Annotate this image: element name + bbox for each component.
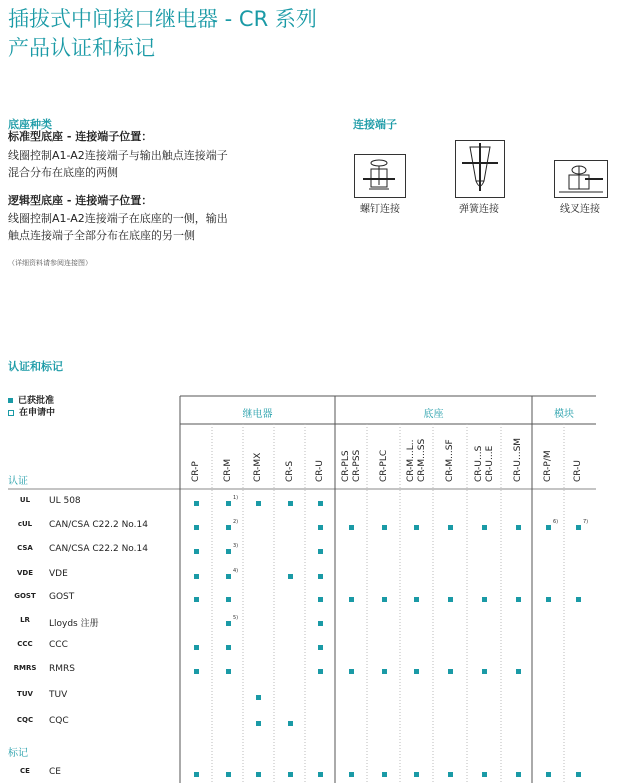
approved-cell xyxy=(226,525,231,530)
approved-cell xyxy=(256,695,261,700)
row-label: CQC xyxy=(49,716,69,726)
approved-cell xyxy=(546,597,551,602)
row-label: VDE xyxy=(49,569,68,579)
column-header: CR-U...S CR-U...E xyxy=(474,445,495,482)
cul-mark-icon: cUL xyxy=(17,520,33,528)
approved-cell xyxy=(516,597,521,602)
approved-cell xyxy=(349,597,354,602)
approved-cell xyxy=(288,772,293,777)
column-header: CR-S xyxy=(285,460,295,482)
approved-cell xyxy=(482,597,487,602)
approved-cell xyxy=(546,772,551,777)
screw-terminal-label: 螺钉连接 xyxy=(360,204,400,215)
column-header: CR-M xyxy=(223,458,233,482)
approved-cell xyxy=(382,669,387,674)
approved-cell xyxy=(576,525,581,530)
group-module: 模块 xyxy=(554,409,574,420)
approved-cell xyxy=(448,772,453,777)
approved-cell xyxy=(318,501,323,506)
approved-cell xyxy=(414,525,419,530)
standard-base-title: 标准型底座 - 连接端子位置： xyxy=(8,130,153,143)
column-header: CR-MX xyxy=(253,452,263,482)
connectors-heading: 连接端子 xyxy=(353,118,397,131)
approved-cell xyxy=(546,525,551,530)
approved-cell xyxy=(448,669,453,674)
approved-cell xyxy=(318,597,323,602)
row-label: CAN/CSA C22.2 No.14 xyxy=(49,520,148,530)
approved-cell xyxy=(194,525,199,530)
approved-cell xyxy=(318,645,323,650)
footnote-ref: 6) xyxy=(553,519,559,525)
approved-cell xyxy=(226,597,231,602)
row-label: Lloyds 注册 xyxy=(49,619,99,629)
column-header: CR-M...L.. CR-M...SS xyxy=(406,438,427,482)
row-label: CCC xyxy=(49,640,68,650)
approved-cell xyxy=(516,525,521,530)
csa-mark-icon: CSA xyxy=(17,544,33,552)
rmrs-mark-icon: RMRS xyxy=(13,664,37,672)
approved-cell xyxy=(576,772,581,777)
column-header: CR-P xyxy=(191,461,201,482)
lr-mark-icon: LR xyxy=(20,616,30,624)
row-label: UL 508 xyxy=(49,496,81,506)
approved-cell xyxy=(194,574,199,579)
approved-cell xyxy=(318,669,323,674)
approved-cell xyxy=(226,669,231,674)
approved-cell xyxy=(349,525,354,530)
approved-cell xyxy=(382,525,387,530)
column-header: CR-PLS CR-PSS xyxy=(341,449,362,482)
approved-cell xyxy=(318,549,323,554)
footnote-ref: 7) xyxy=(583,519,589,525)
approved-cell xyxy=(194,669,199,674)
approved-cell xyxy=(226,772,231,777)
spring-terminal-label: 弹簧连接 xyxy=(459,204,499,215)
approved-cell xyxy=(482,772,487,777)
approved-cell xyxy=(482,669,487,674)
approved-cell xyxy=(448,525,453,530)
column-header: CR-P/M xyxy=(543,450,553,482)
approved-cell xyxy=(482,525,487,530)
approved-cell xyxy=(256,501,261,506)
section-cert: 认证 xyxy=(8,476,28,487)
page-title: 插拔式中间接口继电器 - CR 系列 xyxy=(8,7,317,31)
approved-cell xyxy=(448,597,453,602)
base-types-heading: 底座种类 xyxy=(8,118,52,131)
row-label: CE xyxy=(49,767,61,777)
approved-cell xyxy=(318,574,323,579)
approved-cell xyxy=(318,621,323,626)
approved-cell xyxy=(349,669,354,674)
footnote-ref: 3) xyxy=(233,543,239,549)
approved-cell xyxy=(226,549,231,554)
approved-cell xyxy=(516,772,521,777)
approved-cell xyxy=(226,501,231,506)
approved-cell xyxy=(576,597,581,602)
standard-base-line2: 混合分布在底座的两侧 xyxy=(8,166,118,179)
column-header: CR-U xyxy=(573,459,583,482)
row-label: GOST xyxy=(49,592,75,602)
tuv-mark-icon: TUV xyxy=(17,690,33,698)
column-header: CR-U...SM xyxy=(513,437,523,482)
approved-cell xyxy=(194,597,199,602)
logic-base-line2: 触点连接端子全部分布在底座的另一侧 xyxy=(8,229,195,242)
approved-cell xyxy=(414,772,419,777)
footnote-ref: 5) xyxy=(233,615,239,621)
column-header: CR-U xyxy=(315,459,325,482)
approved-cell xyxy=(256,721,261,726)
gost-mark-icon: GOST xyxy=(14,592,36,600)
approved-cell xyxy=(318,525,323,530)
approved-cell xyxy=(226,574,231,579)
row-label: CAN/CSA C22.2 No.14 xyxy=(49,544,148,554)
approved-cell xyxy=(414,597,419,602)
group-relay: 继电器 xyxy=(242,409,273,420)
standard-base-line1: 线圈控制A1-A2连接端子与输出触点连接端子 xyxy=(8,149,228,162)
approved-cell xyxy=(382,597,387,602)
page-subtitle: 产品认证和标记 xyxy=(8,36,155,60)
fork-terminal-label: 线叉连接 xyxy=(560,204,600,215)
legend-approved: 已获批准 xyxy=(8,395,54,407)
approved-cell xyxy=(288,721,293,726)
approved-cell xyxy=(194,772,199,777)
footnote-ref: 2) xyxy=(233,519,239,525)
connection-note: （详细资料请参阅连接图） xyxy=(8,259,92,267)
approved-cell xyxy=(194,549,199,554)
column-header: CR-M...SF xyxy=(445,439,455,482)
approved-cell xyxy=(414,669,419,674)
row-label: TUV xyxy=(49,690,68,700)
logic-base-title: 逻辑型底座 - 连接端子位置： xyxy=(8,194,153,207)
approved-cell xyxy=(382,772,387,777)
approved-cell xyxy=(194,645,199,650)
logic-base-line1: 线圈控制A1-A2连接端子在底座的一侧，输出 xyxy=(8,212,228,225)
row-label: RMRS xyxy=(49,664,75,674)
footnote-ref: 1) xyxy=(233,495,239,501)
section-mark: 标记 xyxy=(8,748,28,759)
cert-heading: 认证和标记 xyxy=(8,360,63,373)
approved-cell xyxy=(226,645,231,650)
approved-cell xyxy=(226,621,231,626)
column-header: CR-PLC xyxy=(379,449,389,482)
approved-cell xyxy=(194,501,199,506)
cqc-mark-icon: CQC xyxy=(16,716,34,724)
approved-cell xyxy=(349,772,354,777)
footnote-ref: 4) xyxy=(233,568,239,574)
group-base: 底座 xyxy=(423,409,444,420)
approved-cell xyxy=(256,772,261,777)
approved-cell xyxy=(288,574,293,579)
legend-pending: 在申请中 xyxy=(8,407,55,419)
approved-cell xyxy=(288,501,293,506)
ul-mark-icon: UL xyxy=(19,496,31,504)
approved-cell xyxy=(516,669,521,674)
approved-cell xyxy=(318,772,323,777)
ce-mark-icon: CE xyxy=(20,767,30,775)
ccc-mark-icon: CCC xyxy=(17,640,33,648)
vde-mark-icon: VDE xyxy=(16,569,33,577)
